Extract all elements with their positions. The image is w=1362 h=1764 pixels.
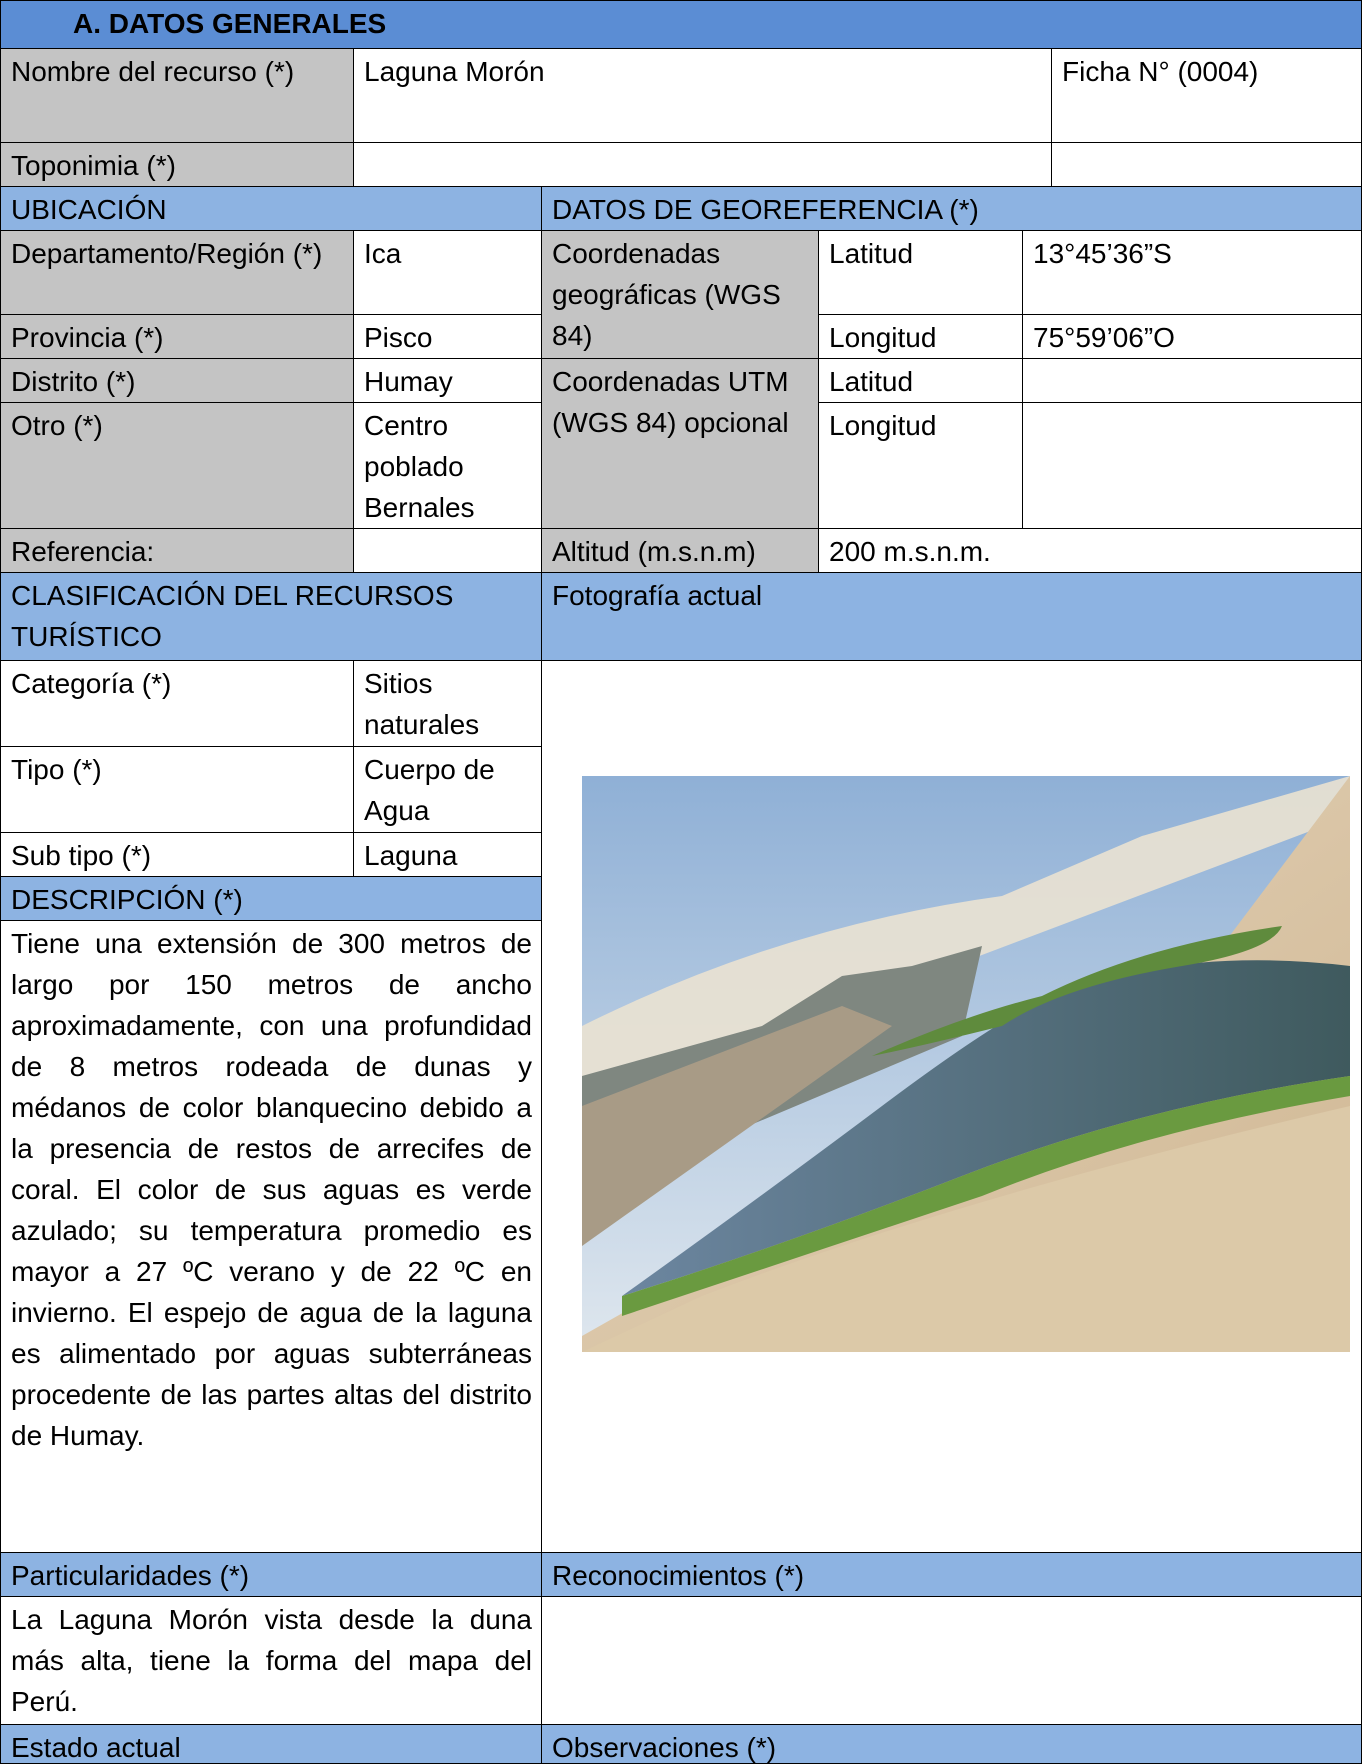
particularidades-text: La Laguna Morón vista desde la duna más alta, tiene la forma del mapa del Perú. <box>0 1596 543 1726</box>
particularidades-header: Particularidades (*) <box>0 1552 543 1598</box>
subtipo-value: Laguna <box>353 832 543 878</box>
distrito-value: Humay <box>353 358 543 404</box>
altitud-value: 200 m.s.n.m. <box>818 528 1362 574</box>
nombre-value: Laguna Morón <box>353 48 1053 144</box>
longitud-value-geo: 75°59’06”O <box>1022 314 1362 360</box>
observaciones-header: Observaciones (*) <box>541 1724 1362 1764</box>
departamento-value: Ica <box>353 230 543 316</box>
toponimia-extra <box>1051 142 1362 188</box>
foto-header: Fotografía actual <box>541 572 1362 662</box>
latitud-label-utm: Latitud <box>818 358 1024 404</box>
tipo-value: Cuerpo de Agua <box>353 746 543 834</box>
reconocimientos-value <box>541 1596 1362 1726</box>
longitud-label-utm: Longitud <box>818 402 1024 530</box>
categoria-label: Categoría (*) <box>0 660 355 748</box>
ficha-number: Ficha N° (0004) <box>1051 48 1362 144</box>
latitud-label-geo: Latitud <box>818 230 1024 316</box>
longitud-value-utm <box>1022 402 1362 530</box>
reconocimientos-header: Reconocimientos (*) <box>541 1552 1362 1598</box>
toponimia-label: Toponimia (*) <box>0 142 355 188</box>
otro-label: Otro (*) <box>0 402 355 530</box>
coordenadas-utm-label: Coordenadas UTM (WGS 84) opcional <box>541 358 820 530</box>
toponimia-value <box>353 142 1053 188</box>
descripcion-header: DESCRIPCIÓN (*) <box>0 876 543 922</box>
referencia-label: Referencia: <box>0 528 355 574</box>
latitud-value-geo: 13°45’36”S <box>1022 230 1362 316</box>
distrito-label: Distrito (*) <box>0 358 355 404</box>
nombre-label: Nombre del recurso (*) <box>0 48 355 144</box>
departamento-label: Departamento/Región (*) <box>0 230 355 316</box>
provincia-value: Pisco <box>353 314 543 360</box>
estado-header: Estado actual <box>0 1724 543 1764</box>
tipo-label: Tipo (*) <box>0 746 355 834</box>
longitud-label-geo: Longitud <box>818 314 1024 360</box>
section-title: A. DATOS GENERALES <box>0 0 1362 50</box>
referencia-value <box>353 528 543 574</box>
categoria-value: Sitios naturales <box>353 660 543 748</box>
otro-value: Centro poblado Bernales <box>353 402 543 530</box>
latitud-value-utm <box>1022 358 1362 404</box>
georef-header: DATOS DE GEOREFERENCIA (*) <box>541 186 1362 232</box>
clasificacion-header: CLASIFICACIÓN DEL RECURSOS TURÍSTICO <box>0 572 543 662</box>
altitud-label: Altitud (m.s.n.m) <box>541 528 820 574</box>
subtipo-label: Sub tipo (*) <box>0 832 355 878</box>
ubicacion-header: UBICACIÓN <box>0 186 543 232</box>
descripcion-text: Tiene una extensión de 300 metros de largo por 150 metros de ancho aproximadamente, con una profundidad de 8 metros rodeada de dunas y médanos de color blanquecino debido a la presencia de restos de arrecifes de coral. El color de sus aguas es verde azulado; su temperatura promedio es mayor a 27 ºC verano y de 22 ºC en invierno. El espejo de agua de la laguna es alimentado por aguas subterráneas procedente de las partes altas del distrito de Humay. <box>0 920 543 1554</box>
laguna-photo <box>582 776 1350 1352</box>
provincia-label: Provincia (*) <box>0 314 355 360</box>
coordenadas-geograficas-label: Coordenadas geográficas (WGS 84) <box>541 230 820 360</box>
